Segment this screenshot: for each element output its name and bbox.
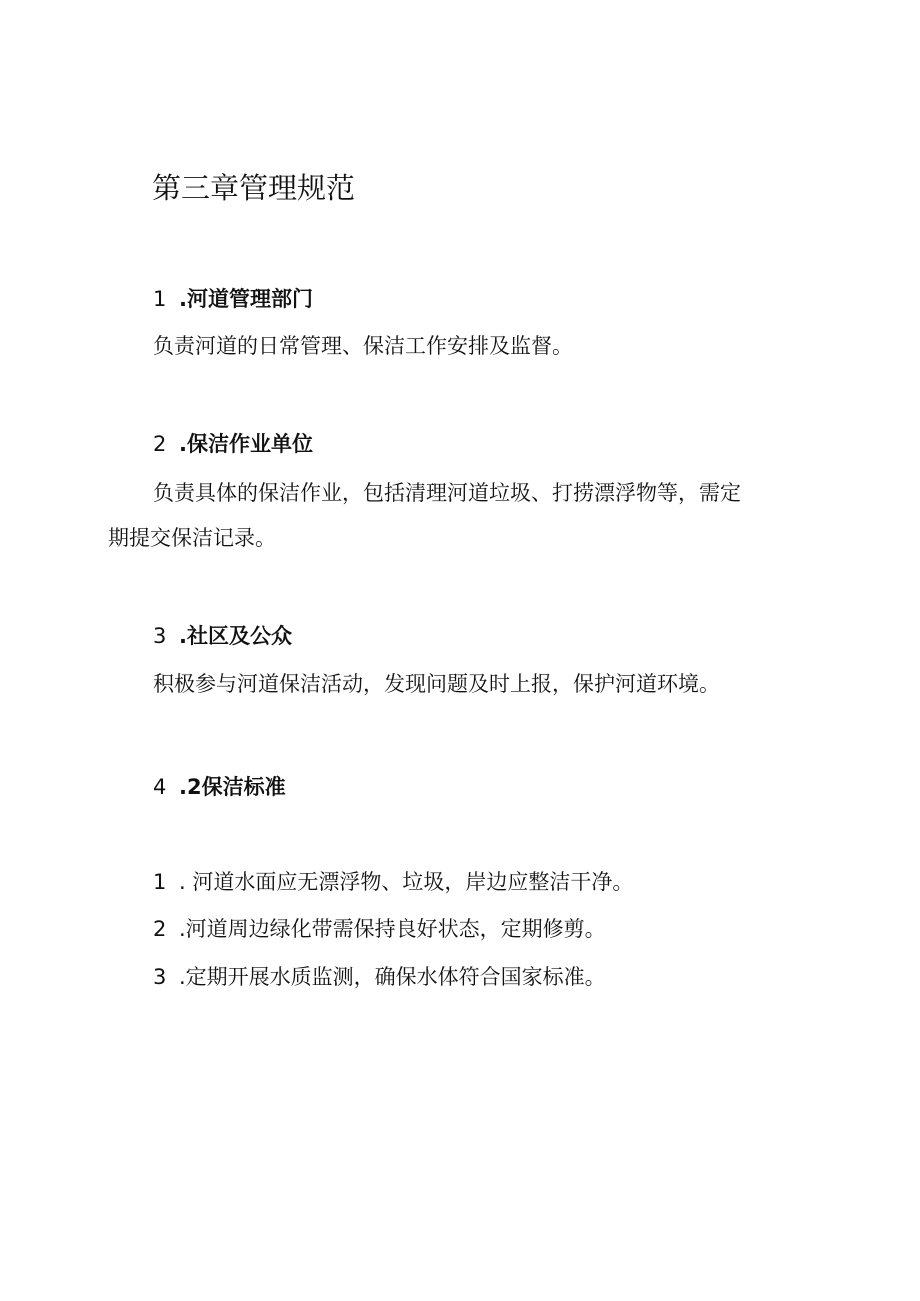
- chapter-title: 第三章管理规范: [152, 171, 356, 205]
- subsection-title: .2保洁标准: [179, 775, 286, 799]
- section-title: .保洁作业单位: [179, 432, 313, 456]
- section-number: 2: [153, 432, 167, 456]
- section-title: .社区及公众: [179, 624, 292, 648]
- list-text: . 河道水面应无漂浮物、垃圾，岸边应整洁干净。: [179, 870, 634, 894]
- list-number: 2: [153, 917, 167, 941]
- subsection-heading: [153, 772, 286, 802]
- list-number: 1: [153, 870, 167, 894]
- section-body-2-line-1: 负责具体的保洁作业，包括清理河道垃圾、打捞漂浮物等，需定: [153, 481, 741, 505]
- section-number: 1: [153, 287, 167, 311]
- subsection-number: 4: [153, 775, 167, 799]
- section-heading-3: [153, 621, 292, 651]
- standard-item-3: [153, 962, 606, 992]
- section-body-3: 积极参与河道保洁活动，发现问题及时上报，保护河道环境。: [153, 672, 720, 696]
- standard-item-1: [153, 867, 633, 897]
- list-text: .定期开展水质监测，确保水体符合国家标准。: [179, 965, 606, 989]
- list-number: 3: [153, 965, 167, 989]
- section-body-2-line-2: 期提交保洁记录。: [108, 526, 276, 550]
- section-body-1: 负责河道的日常管理、保洁工作安排及监督。: [153, 334, 573, 358]
- standard-item-2: [153, 914, 606, 944]
- section-title: .河道管理部门: [179, 287, 313, 311]
- list-text: .河道周边绿化带需保持良好状态，定期修剪。: [179, 917, 606, 941]
- section-number: 3: [153, 624, 167, 648]
- section-heading-1: [153, 284, 313, 314]
- section-heading-2: [153, 429, 313, 459]
